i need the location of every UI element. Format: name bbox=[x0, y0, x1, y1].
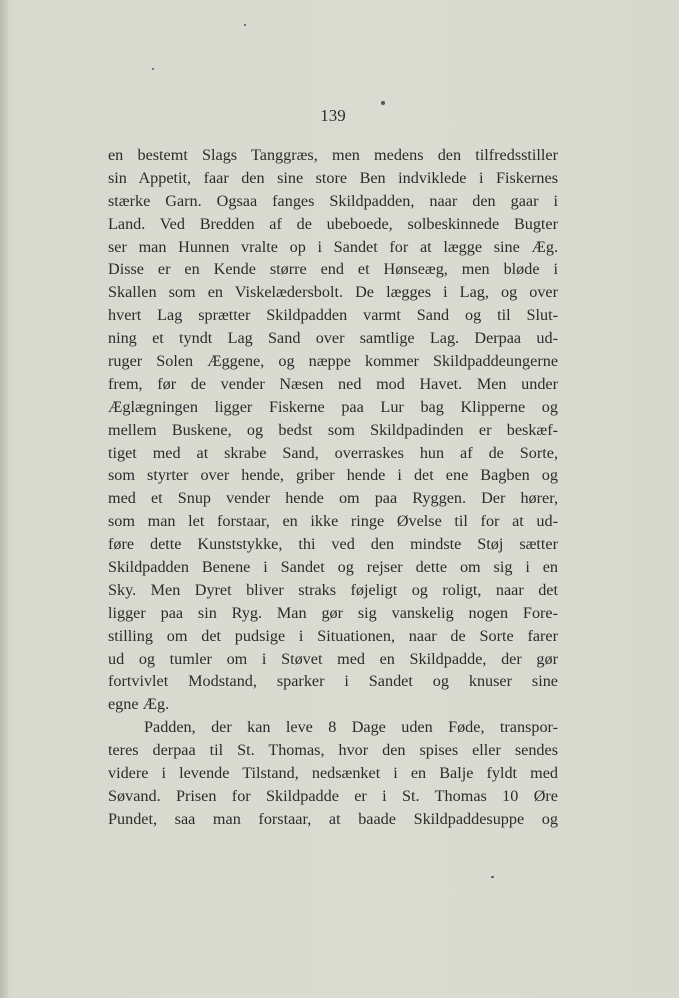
text-line: Skallen som en Viskelædersbolt. De lægges i Lag, og over bbox=[108, 283, 558, 302]
text-line: ning et tyndt Lag Sand over samtlige Lag. Derpaa ud- bbox=[108, 329, 558, 348]
text-line: tiget med at skrabe Sand, overraskes hun af de Sorte, bbox=[108, 443, 558, 462]
text-line: Sky. Men Dyret bliver straks føjeligt og roligt, naar det bbox=[108, 580, 558, 599]
text-line: føre dette Kunststykke, thi ved den mindste Støj sætter bbox=[108, 535, 558, 554]
text-line: som man let forstaar, en ikke ringe Øvelse til for at ud- bbox=[108, 512, 558, 531]
paper-speck bbox=[244, 24, 246, 26]
text-line: Disse er en Kende større end et Hønseæg, men bløde i bbox=[108, 260, 558, 279]
text-line: Pundet, saa man forstaar, at baade Skildpaddesuppe og bbox=[108, 809, 558, 828]
text-line-paragraph-end: egne Æg. bbox=[108, 695, 170, 714]
text-line: Søvand. Prisen for Skildpadde er i St. Thomas 10 Øre bbox=[108, 786, 558, 805]
text-line: teres derpaa til St. Thomas, hvor den spises eller sendes bbox=[108, 741, 558, 760]
text-line: stilling om det pudsige i Situationen, naar de Sorte farer bbox=[108, 626, 558, 645]
text-line: videre i levende Tilstand, nedsænket i en Balje fyldt med bbox=[108, 764, 558, 783]
text-line: Land. Ved Bredden af de ubeboede, solbeskinnede Bugter bbox=[108, 214, 558, 233]
text-line: ser man Hunnen vralte op i Sandet for at lægge sine Æg. bbox=[108, 237, 558, 256]
text-line: hvert Lag sprætter Skildpadden varmt Sand og til Slut- bbox=[108, 306, 558, 325]
text-line: en bestemt Slags Tanggræs, men medens den tilfredsstiller bbox=[108, 146, 558, 164]
text-line: ud og tumler om i Støvet med en Skildpadde, der gør bbox=[108, 649, 558, 668]
text-line: som styrter over hende, griber hende i det ene Bagben og bbox=[108, 466, 558, 485]
text-line: Skildpadden Benene i Sandet og rejser dette om sig i en bbox=[108, 558, 558, 577]
text-line: fortvivlet Modstand, sparker i Sandet og knuser sine bbox=[108, 672, 558, 691]
page-number: 139 bbox=[320, 106, 346, 125]
text-line: Æglægningen ligger Fiskerne paa Lur bag Klipperne og bbox=[108, 397, 558, 416]
text-line: sin Appetit, faar den sine store Ben indviklede i Fiskernes bbox=[108, 168, 558, 187]
text-line: stærke Garn. Ogsaa fanges Skildpadden, naar den gaar i bbox=[108, 191, 558, 210]
text-line: ruger Solen Æggene, og næppe kommer Skildpaddeungerne bbox=[108, 352, 558, 371]
text-line: med et Snup vender hende om paa Ryggen. Der hører, bbox=[108, 489, 558, 508]
text-line: mellem Buskene, og bedst som Skildpadinden er beskæf- bbox=[108, 420, 558, 439]
text-line-paragraph-start: Padden, der kan leve 8 Dage uden Føde, transpor- bbox=[144, 718, 558, 737]
body-text bbox=[108, 144, 558, 831]
paper-speck bbox=[491, 876, 494, 878]
paper-speck bbox=[152, 68, 154, 70]
paper-speck bbox=[381, 101, 385, 105]
binding-edge bbox=[0, 0, 8, 998]
text-line: ligger paa sin Ryg. Man gør sig vanskelig nogen Fore- bbox=[108, 603, 558, 622]
text-line: frem, før de vender Næsen ned mod Havet. Men under bbox=[108, 374, 558, 393]
